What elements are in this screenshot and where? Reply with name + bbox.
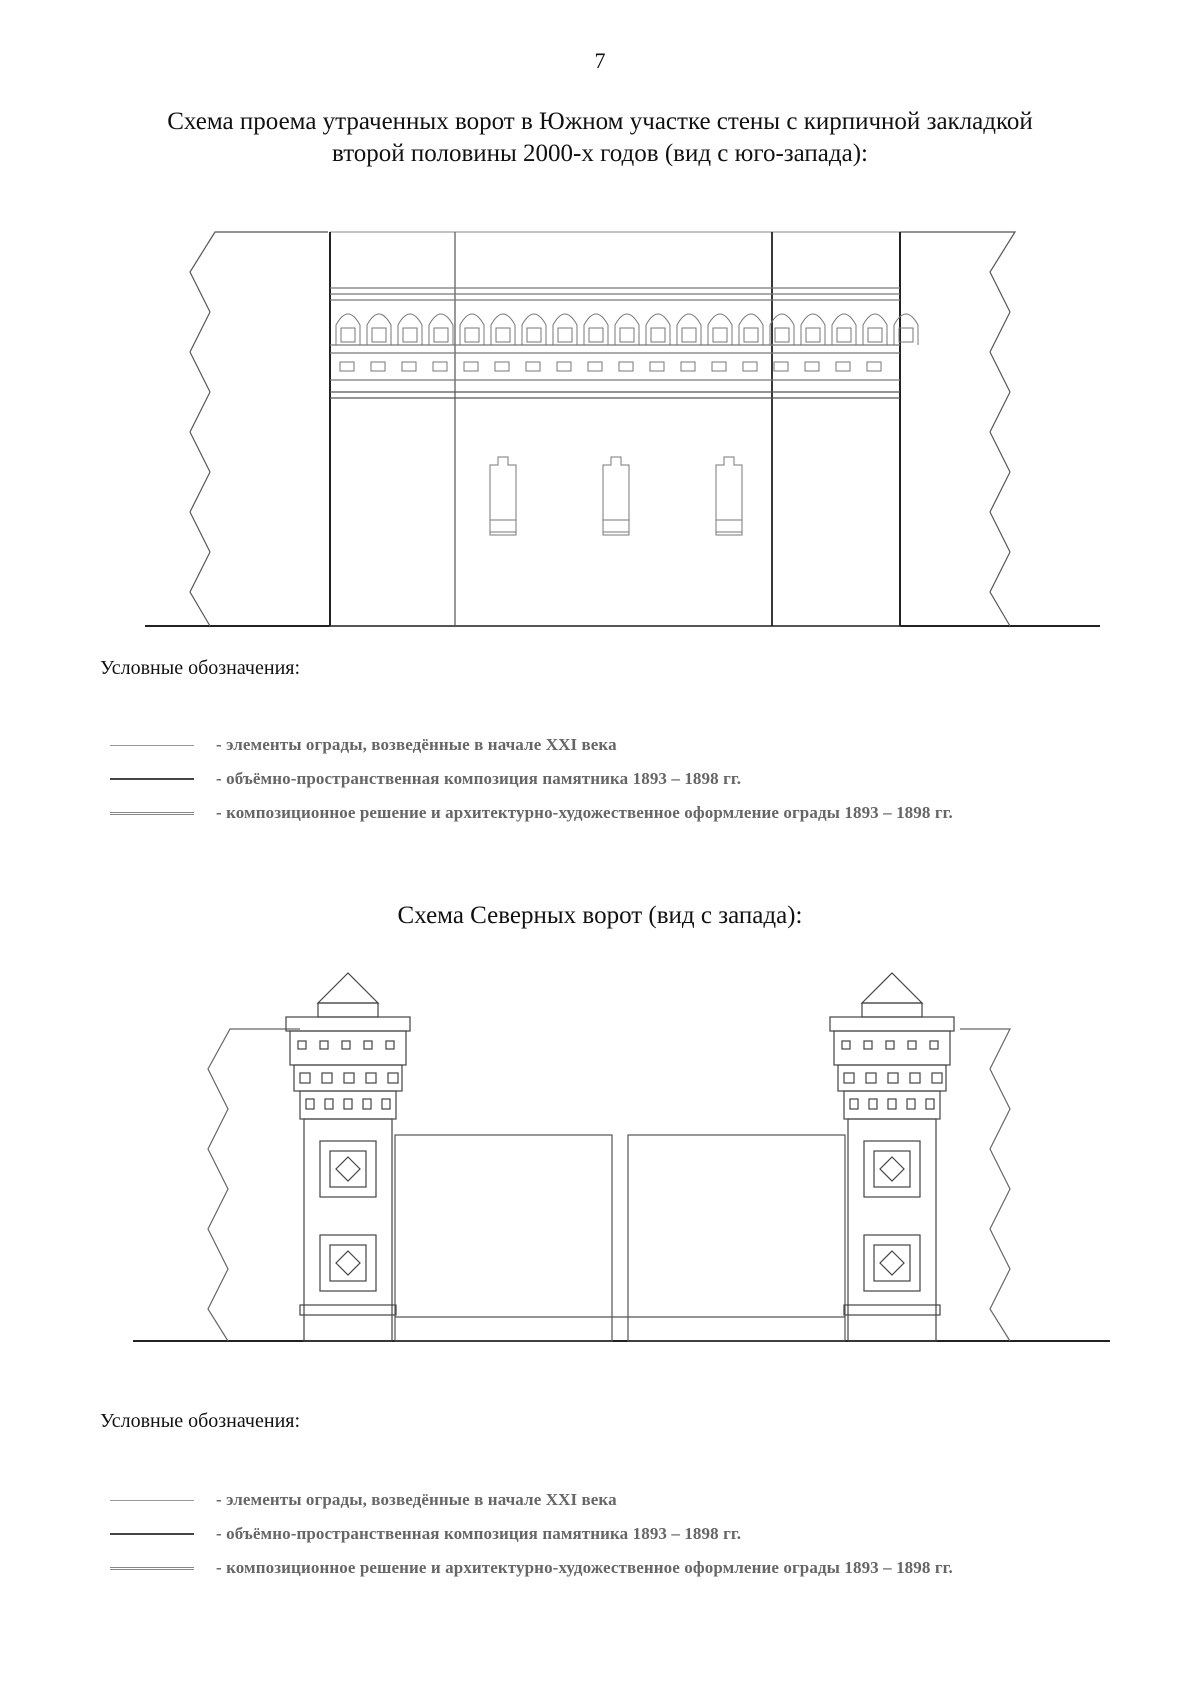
legend-swatch-thin [110, 745, 194, 746]
legend-item [110, 728, 1170, 762]
legend-text: - композиционное решение и архитектурно-художественное оформление ограды 1893 – 1898 гг. [216, 803, 953, 822]
legend-text: - элементы ограды, возведённые в начале XXI века [216, 1490, 617, 1509]
legend-text: - объёмно-пространственная композиция памятника 1893 – 1898 гг. [216, 769, 742, 788]
legend-text: - элементы ограды, возведённые в начале XXI века [216, 735, 617, 754]
legend-item [110, 796, 1170, 830]
legend-item [110, 1551, 1170, 1585]
legend-text: - объёмно-пространственная композиция памятника 1893 – 1898 гг. [216, 1524, 742, 1543]
south-gate-title-line1: Схема проема утраченных ворот в Южном участке стены с кирпичной закладкой [167, 108, 1033, 135]
north-gate-drawing [0, 955, 1200, 1345]
legend-swatch-bold [110, 778, 194, 780]
legend-swatch-bold [110, 1533, 194, 1535]
page-number: 7 [594, 48, 606, 73]
north-gate-title: Схема Северных ворот (вид с запада): [397, 902, 803, 929]
legend-header: Условные обозначения: [100, 1410, 301, 1432]
legend-item [110, 1517, 1170, 1551]
legend-item [110, 762, 1170, 796]
legend-swatch-double [110, 812, 194, 815]
south-gate-title [0, 106, 1200, 170]
legend [110, 728, 1170, 830]
legend-item [110, 1483, 1170, 1517]
south-gate-title-line2: второй половины 2000-х годов (вид с юго-запада): [332, 140, 868, 167]
legend-swatch-double [110, 1567, 194, 1570]
legend-swatch-thin [110, 1500, 194, 1501]
legend-header: Условные обозначения: [100, 657, 301, 679]
south-gate-drawing [0, 220, 1200, 630]
legend [110, 1483, 1170, 1585]
legend-text: - композиционное решение и архитектурно-художественное оформление ограды 1893 – 1898 гг. [216, 1558, 953, 1577]
